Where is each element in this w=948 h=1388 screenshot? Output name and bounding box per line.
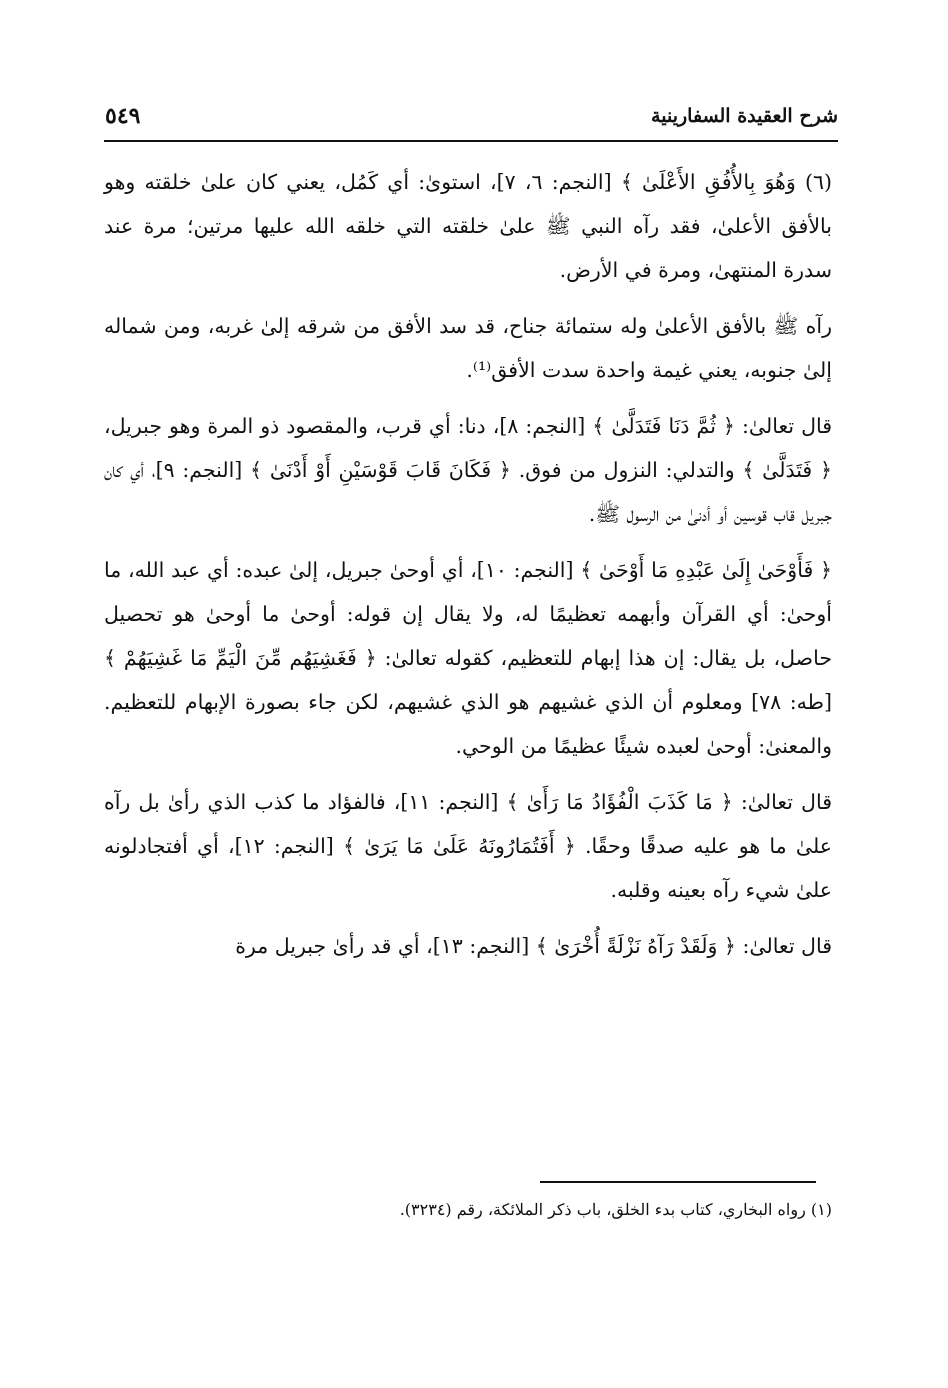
running-title: شرح العقيدة السفارينية: [651, 105, 838, 127]
header-divider: [104, 140, 838, 142]
paragraph: ﴿ فَأَوْحَىٰ إِلَىٰ عَبْدِهِ مَا أَوْحَىٰ ﴾ [النجم: ١٠]، أي أوحىٰ جبريل، إلىٰ عبده: أي عبد الله، ما أوحىٰ: أي القرآن وأبهمه تعظيمًا له، ولا يقال إن قوله: أوحىٰ ما أوحىٰ هو تحصيل حاصل، بل يقال: إن هذا إبهام للتعظيم، كقوله تعالىٰ: ﴿ فَغَشِيَهُم مِّنَ الْيَمِّ مَا غَشِيَهُمْ ﴾ [طه: ٧٨] ومعلوم أن الذي غشيهم هو الذي غشيهم، لكن جاء بصورة الإبهام للتعظيم. والمعنىٰ: أوحىٰ لعبده شيئًا عظيمًا من الوحي.: [104, 558, 832, 758]
paragraph: (٦) وَهُوَ بِالأُفُقِ الأَعْلَىٰ ﴾ [النجم: ٦، ٧]، استوىٰ: أي كَمُل، يعني كان علىٰ خلقته وهو بالأفق الأعلىٰ، فقد رآه النبي ﷺ علىٰ خلقته التي خلقه الله عليها مرتين؛ مرة عند سدرة المنتهىٰ، ومرة في الأرض.: [104, 170, 832, 282]
paragraph: قال تعالىٰ: ﴿ وَلَقَدْ رَآهُ نَزْلَةً أُخْرَىٰ ﴾ [النجم: ١٣]، أي قد رأىٰ جبريل مرة: [235, 934, 832, 958]
page-header: [105, 96, 838, 136]
page-number: ٥٤٩: [105, 103, 141, 129]
paragraph: قال تعالىٰ: ﴿ مَا كَذَبَ الْفُؤَادُ مَا رَأَىٰ ﴾ [النجم: ١١]، فالفؤاد ما كذب الذي رأىٰ بل رآه علىٰ ما هو عليه صدقًا وحقًا. ﴿ أَفَتُمَارُونَهُ عَلَىٰ مَا يَرَىٰ ﴾ [النجم: ١٢]، أي أفتجادلونه علىٰ شيء رآه بعينه وقلبه.: [104, 790, 832, 902]
paragraph: رآه ﷺ بالأفق الأعلىٰ وله ستمائة جناح، قد سد الأفق من شرقه إلىٰ غربه، ومن شماله إلىٰ جنوبه، يعني غيمة واحدة سدت الأفق⁽¹⁾.: [104, 314, 832, 382]
footnote: (١) رواه البخاري، كتاب بدء الخلق، باب ذكر الملائكة، رقم (٣٢٣٤).: [399, 1200, 832, 1219]
body-text: [104, 160, 832, 980]
footnote-divider: [540, 1181, 816, 1183]
paragraph: قال تعالىٰ: ﴿ ثُمَّ دَنَا فَتَدَلَّىٰ ﴾ [النجم: ٨]، دنا: أي قرب، والمقصود ذو المرة وهو جبريل، ﴿ فَتَدَلَّىٰ ﴾ والتدلي: النزول من فوق. ﴿ فَكَانَ قَابَ قَوْسَيْنِ أَوْ أَدْنَىٰ ﴾ [النجم: ٩]، أي كان جبريل قاب قوسين أو أدنىٰ من الرسول ﷺ.: [104, 414, 833, 526]
